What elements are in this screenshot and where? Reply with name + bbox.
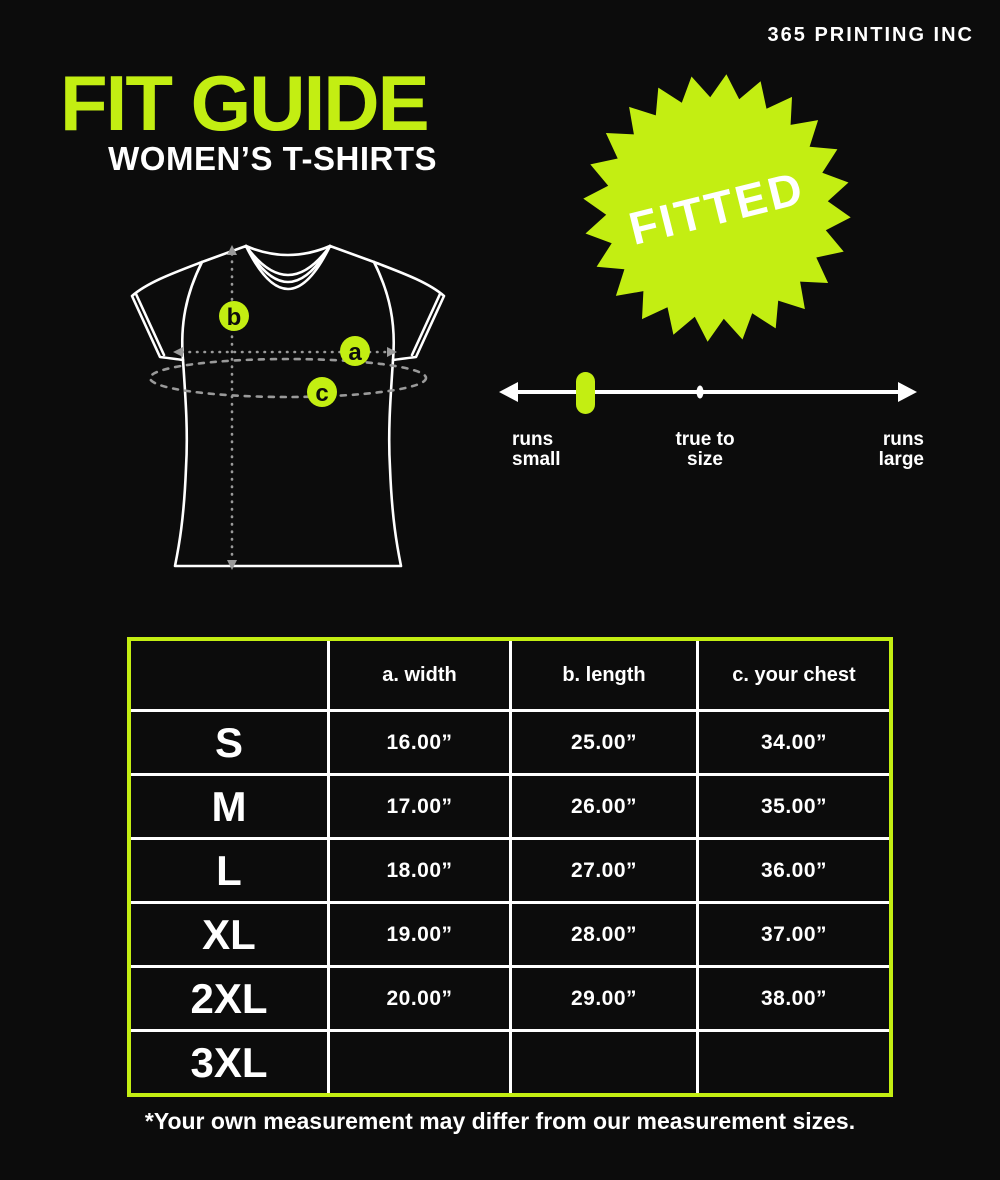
column-header-length: b. length xyxy=(512,641,696,709)
table-cell xyxy=(699,1032,889,1093)
column-header-chest: c. your chest xyxy=(699,641,889,709)
table-corner-cell xyxy=(131,641,327,709)
fit-scale xyxy=(498,368,918,420)
scale-label-line: true to xyxy=(675,429,735,450)
scale-label-line: runs xyxy=(512,429,554,450)
chest-measure-ellipse xyxy=(150,359,426,397)
page-subtitle: WOMEN’S T-SHIRTS xyxy=(108,140,437,177)
marker-length-letter: b xyxy=(226,304,242,331)
table-cell: 35.00” xyxy=(699,776,889,837)
badge-label: FITTED xyxy=(623,161,811,255)
table-cell: 19.00” xyxy=(330,904,509,965)
table-cell: 34.00” xyxy=(699,712,889,773)
footnote-text: *Your own measurement may differ from our measurement sizes. xyxy=(144,1108,856,1134)
length-measure-line xyxy=(227,245,237,570)
scale-label-runs-large xyxy=(834,430,928,470)
marker-length xyxy=(219,301,249,331)
table-cell: 18.00” xyxy=(330,840,509,901)
scale-label-line: runs xyxy=(882,429,924,450)
scale-marker-icon xyxy=(576,372,595,414)
table-cell: 27.00” xyxy=(512,840,696,901)
table-cell xyxy=(512,1032,696,1093)
size-label: 2XL xyxy=(131,968,327,1029)
table-cell: 26.00” xyxy=(512,776,696,837)
table-cell: 25.00” xyxy=(512,712,696,773)
true-to-size-dot-icon xyxy=(697,386,704,399)
table-cell: 36.00” xyxy=(699,840,889,901)
marker-chest-letter: c xyxy=(315,380,329,407)
scale-label-runs-small xyxy=(494,430,602,470)
size-label: XL xyxy=(131,904,327,965)
page-title: FIT GUIDE xyxy=(60,59,428,147)
scale-label-true-to-size xyxy=(660,430,750,470)
table-cell: 16.00” xyxy=(330,712,509,773)
fitted-badge xyxy=(572,63,862,353)
scale-label-line: size xyxy=(687,449,723,470)
womens-tshirt-outline-icon xyxy=(132,246,444,566)
size-label: 3XL xyxy=(131,1032,327,1093)
brand-text: 365 PRINTING INC xyxy=(767,24,974,46)
column-header-width: a. width xyxy=(330,641,509,709)
size-label: S xyxy=(131,712,327,773)
size-label: M xyxy=(131,776,327,837)
table-cell: 37.00” xyxy=(699,904,889,965)
table-cell: 28.00” xyxy=(512,904,696,965)
marker-width xyxy=(340,336,370,366)
table-cell: 20.00” xyxy=(330,968,509,1029)
size-chart-table xyxy=(127,637,893,1097)
tshirt-diagram xyxy=(118,224,458,584)
table-cell: 17.00” xyxy=(330,776,509,837)
table-cell: 38.00” xyxy=(699,968,889,1029)
scale-arrow-icon xyxy=(499,382,917,402)
marker-width-letter: a xyxy=(348,339,362,366)
marker-chest xyxy=(307,377,337,407)
size-label: L xyxy=(131,840,327,901)
table-cell xyxy=(330,1032,509,1093)
table-cell: 29.00” xyxy=(512,968,696,1029)
scale-label-line: large xyxy=(878,449,924,470)
scale-label-line: small xyxy=(512,449,561,470)
